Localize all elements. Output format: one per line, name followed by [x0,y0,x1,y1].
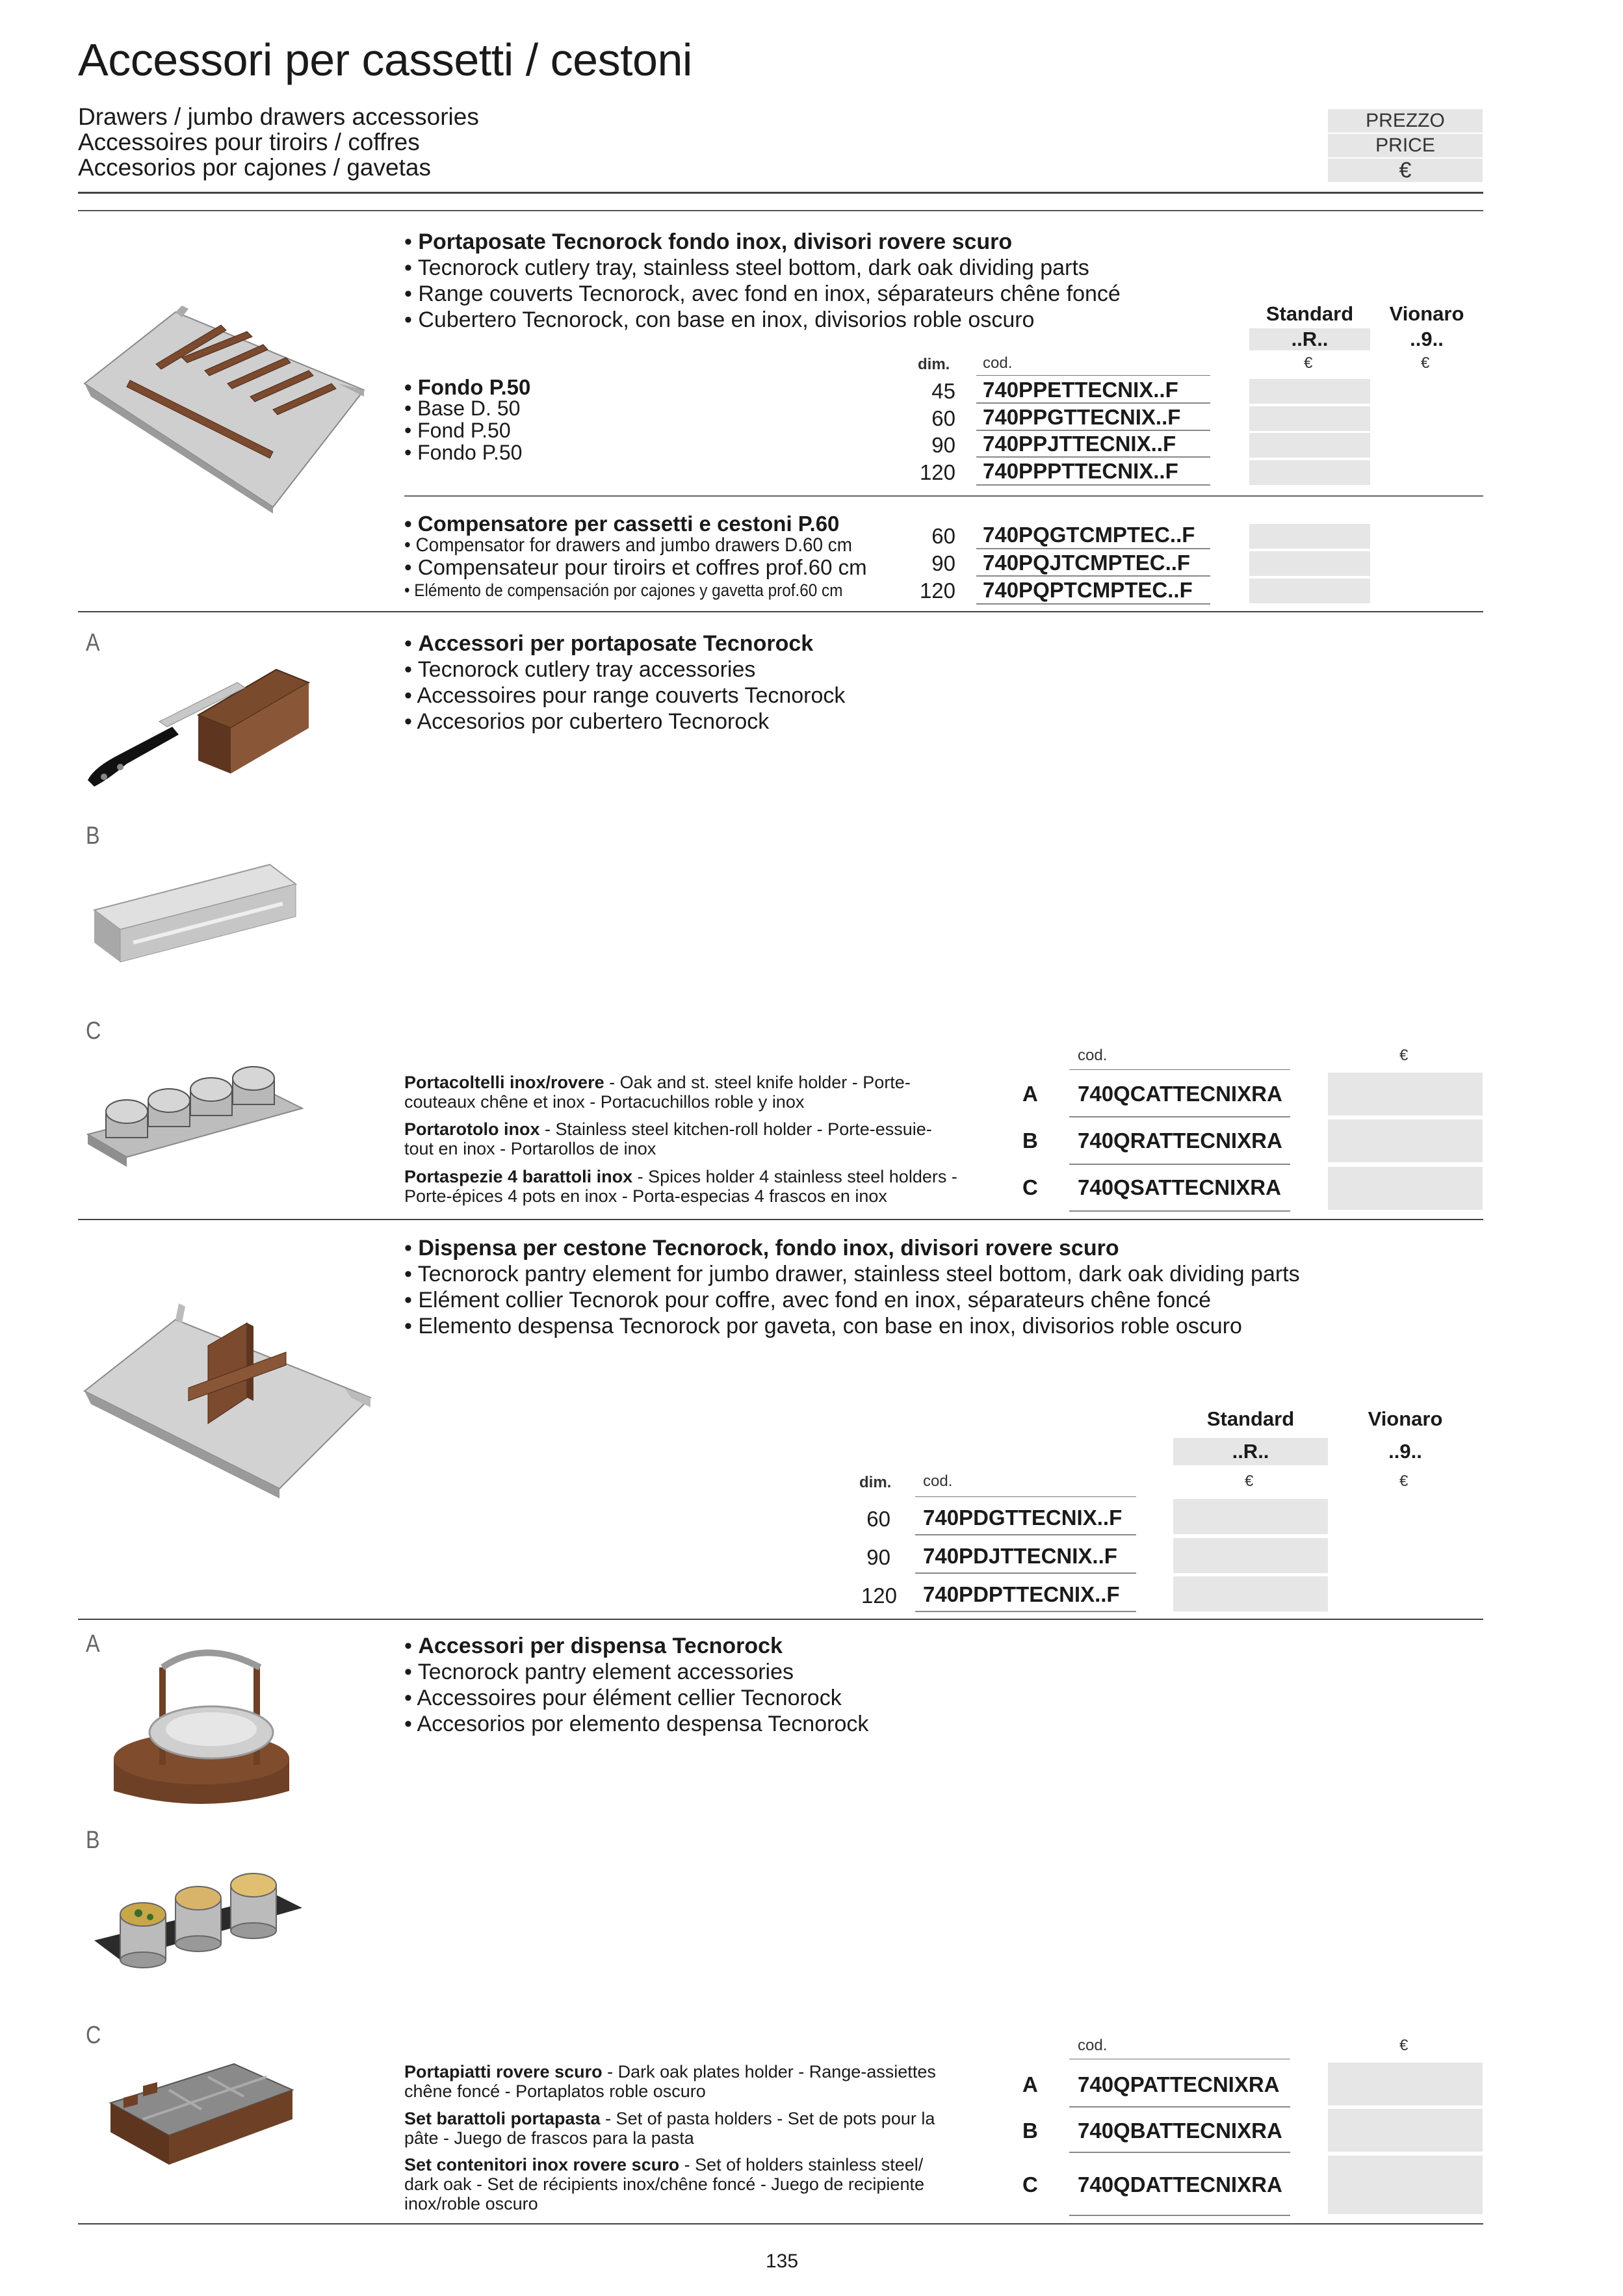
s2-item-a-desc: Portacoltelli inox/rovere - Oak and st. steel knife holder - Porte- couteaux chêne et inox - Portacuchillos roble y inox [404,1073,911,1112]
price-label-it: PREZZO [1328,109,1483,133]
s3-bullet-en: • Tecnorock pantry element for jumbo drawer, stainless steel bottom, dark oak dividing parts [404,1262,1300,1286]
s4-letter-b: B [86,1827,100,1854]
s2-item-a-letter: A [1022,1082,1038,1106]
s4-price-c [1328,2156,1483,2214]
s1-col-standard: Standard [1266,302,1354,325]
s3-bullet-it: • Dispensa per cestone Tecnorock, fondo inox, divisori rovere scuro [404,1236,1119,1260]
row-rule [1069,2106,1290,2107]
s1-cod-label: cod. [983,354,1013,372]
cutlery-tray-image [78,299,364,507]
s3-price-std-1 [1173,1538,1328,1573]
s1-comp-dim-0: 60 [931,524,955,548]
row-rule [1069,1069,1290,1070]
s1-fondo-dim-3: 120 [919,460,955,484]
s3-code-2: 740PDPTTECNIX..F [923,1582,1120,1606]
s1-col-vionaro-code: ..9.. [1410,328,1444,350]
s2-item-c-letter: C [1022,1175,1038,1199]
s1-comp-price-0 [1249,524,1370,549]
section1-end-rule [78,611,1483,612]
s2-cod-label: cod. [1078,1047,1108,1064]
s1-bullet-fr: • Range couverts Tecnorock, avec fond en inox, séparateurs chêne foncé [404,281,1121,306]
row-rule [976,456,1210,458]
s2-item-b-letter: B [1022,1128,1038,1153]
s1-price-std-3 [1249,460,1370,485]
s3-dim-0: 60 [866,1507,890,1531]
s1-fondo-dim-1: 60 [931,406,955,430]
s2-letter-c: C [86,1017,101,1045]
s1-divider [404,495,1483,497]
header-rule [78,192,1483,194]
page-title: Accessori per cassetti / cestoni [78,34,692,85]
s3-col-vionaro-code: ..9.. [1388,1440,1422,1463]
s3-euro-std: € [1245,1472,1254,1490]
s1-bullet-es: • Cubertero Tecnorock, con base en inox, divisorios roble oscuro [404,307,1035,332]
s1-comp-price-1 [1249,551,1370,576]
s1-comp-code-0: 740PQGTCMPTEC..F [983,523,1195,547]
row-rule [976,548,1210,549]
subtitle-es: Accesorios por cajones / gavetas [78,154,431,181]
s1-comp-code-1: 740PQJTCMPTEC..F [983,551,1191,575]
s2-bullet-fr: • Accessoires pour range couverts Tecnorock [404,683,846,708]
s2-item-a-code: 740QCATTECNIXRA [1078,1082,1282,1106]
kitchen-roll-holder-image [88,852,302,969]
s1-euro-std: € [1304,354,1313,372]
s1-comp-dim-2: 120 [919,579,955,603]
s1-fondo-es: • Fondo P.50 [404,441,523,464]
s3-cod-label: cod. [923,1472,953,1490]
s4-letter-a: A [86,1630,100,1658]
s1-comp-code-2: 740PQPTCMPTEC..F [983,578,1193,602]
s2-price-c [1328,1167,1483,1210]
holders-set-image [104,2051,299,2168]
subtitle-fr: Accessoires pour tiroirs / coffres [78,129,420,155]
header-rule-2 [78,210,1483,211]
plates-holder-image [107,1641,296,1810]
s2-item-b-code: 740QRATTECNIXRA [1078,1128,1282,1153]
s2-price-a [1328,1073,1483,1115]
price-euro: € [1328,159,1483,182]
s4-cod-label: cod. [1078,2037,1108,2054]
row-rule [1069,1116,1290,1117]
s2-euro: € [1399,1047,1409,1064]
row-rule [915,1572,1136,1574]
subtitle-en: Drawers / jumbo drawers accessories [78,103,479,130]
s1-fondo-code-0: 740PPETTECNIX..F [983,378,1178,402]
s1-price-std-0 [1249,379,1370,404]
s1-fondo-dim-2: 90 [931,433,955,457]
s3-dim-1: 90 [866,1545,890,1569]
s4-bullet-es: • Accesorios por elemento despensa Tecnorock [404,1712,869,1736]
s1-comp-en: • Compensator for drawers and jumbo drawers D.60 cm [404,534,852,556]
row-rule [1069,2152,1290,2153]
s1-bullet-it: • Portaposate Tecnorock fondo inox, divisori rovere scuro [404,229,1013,254]
knife-holder-image [81,657,315,793]
pantry-element-image [78,1300,370,1495]
s1-price-std-1 [1249,406,1370,431]
spice-holder-image [88,1050,302,1167]
s4-price-b [1328,2109,1483,2152]
row-rule [976,402,1210,404]
section3-end-rule [78,1619,1483,1620]
s3-code-0: 740PDGTTECNIX..F [923,1506,1123,1530]
row-rule [915,1534,1136,1535]
s4-item-b-code: 740QBATTECNIXRA [1078,2119,1282,2143]
s2-item-c-code: 740QSATTECNIXRA [1078,1175,1281,1199]
s1-fondo-code-1: 740PPGTTECNIX..F [983,405,1181,429]
row-rule [976,575,1210,577]
s1-fondo-it: • Fondo P.50 [404,375,531,399]
s1-comp-es: • Elémento de compensación por cajones y gavetta prof.60 cm [404,581,843,600]
s1-fondo-code-2: 740PPJTTECNIX..F [983,432,1176,456]
s2-item-c-desc: Portaspezie 4 barattoli inox - Spices holder 4 stainless steel holders - Porte-épices 4 pots en inox - Porta-especias 4 frascos en inox [404,1167,957,1206]
s1-comp-price-2 [1249,579,1370,603]
section2-end-rule [78,1219,1483,1220]
s1-fondo-code-3: 740PPPTTECNIX..F [983,459,1178,483]
section4-end-rule [78,2223,1483,2224]
s3-price-std-2 [1173,1576,1328,1611]
row-rule [976,430,1210,431]
s4-item-a-desc: Portapiatti rovere scuro - Dark oak plates holder - Range-assiettes chêne foncé - Portaplatos roble oscuro [404,2062,936,2101]
s4-item-c-letter: C [1022,2172,1038,2197]
row-rule [976,603,1210,605]
s4-bullet-it: • Accessori per dispensa Tecnorock [404,1634,783,1658]
s3-bullet-es: • Elemento despensa Tecnorock por gaveta, con base en inox, divisorios roble oscuro [404,1314,1242,1338]
s1-comp-fr: • Compensateur pour tiroirs et coffres prof.60 cm [404,555,867,579]
s4-price-a [1328,2063,1483,2106]
s4-bullet-fr: • Accessoires pour élément cellier Tecnorock [404,1686,842,1710]
s3-col-vionaro: Vionaro [1368,1407,1443,1430]
row-rule [915,1496,1136,1497]
s1-dim-label: dim. [918,356,950,373]
s4-item-c-code: 740QDATTECNIXRA [1078,2172,1282,2197]
s1-col-vionaro: Vionaro [1389,302,1464,325]
s3-euro-vio: € [1399,1472,1409,1490]
s3-dim-2: 120 [861,1584,897,1608]
pasta-jars-image [94,1856,302,1986]
s1-euro-vio: € [1421,354,1430,372]
s2-bullet-es: • Accesorios por cubertero Tecnorock [404,709,770,734]
s4-item-c-desc: Set contenitori inox rovere scuro - Set of holders stainless steel/ dark oak - Set de récipients inox/chêne foncé - Juego de recipiente inox/roble oscuro [404,2155,924,2213]
row-rule [915,1611,1136,1612]
s2-bullet-en: • Tecnorock cutlery tray accessories [404,657,756,682]
s4-letter-c: C [86,2022,101,2049]
s1-price-std-2 [1249,433,1370,458]
row-rule [1069,2215,1290,2216]
s3-dim-label: dim. [859,1474,892,1491]
row-rule [976,484,1210,486]
s1-bullet-en: • Tecnorock cutlery tray, stainless steel bottom, dark oak dividing parts [404,255,1089,280]
s1-fondo-dim-0: 45 [931,379,955,403]
s4-item-a-code: 740QPATTECNIXRA [1078,2072,1280,2096]
s2-letter-a: A [86,629,100,657]
row-rule [1069,1210,1290,1212]
s4-item-a-letter: A [1022,2072,1038,2096]
s4-item-b-desc: Set barattoli portapasta - Set of pasta holders - Set de pots pour la pâte - Juego de frascos para la pasta [404,2109,935,2148]
s3-code-1: 740PDJTTECNIX..F [923,1544,1117,1568]
s4-item-b-letter: B [1022,2119,1038,2143]
price-label-en: PRICE [1328,134,1483,157]
page-number: 135 [766,2250,799,2272]
s1-cod-rule [976,375,1210,376]
s1-fondo-fr: • Fond P.50 [404,419,511,442]
s2-bullet-it: • Accessori per portaposate Tecnorock [404,631,814,656]
s3-col-standard-code: ..R.. [1173,1438,1328,1465]
s2-price-b [1328,1119,1483,1162]
s1-col-standard-code: ..R.. [1249,328,1370,350]
s4-bullet-en: • Tecnorock pantry element accessories [404,1660,794,1684]
s1-fondo-en: • Base D. 50 [404,397,521,420]
s3-price-std-0 [1173,1499,1328,1534]
s2-item-b-desc: Portarotolo inox - Stainless steel kitchen-roll holder - Porte-essuie- tout en inox - Portarollos de inox [404,1119,932,1158]
s1-comp-dim-1: 90 [931,551,955,575]
s4-euro: € [1399,2037,1409,2054]
s1-comp-it: • Compensatore per cassetti e cestoni P.60 [404,512,840,536]
row-rule [1069,1164,1290,1165]
s2-letter-b: B [86,822,100,850]
s3-bullet-fr: • Elément collier Tecnorok pour coffre, avec fond en inox, séparateurs chêne foncé [404,1288,1212,1312]
s3-col-standard: Standard [1206,1407,1295,1430]
